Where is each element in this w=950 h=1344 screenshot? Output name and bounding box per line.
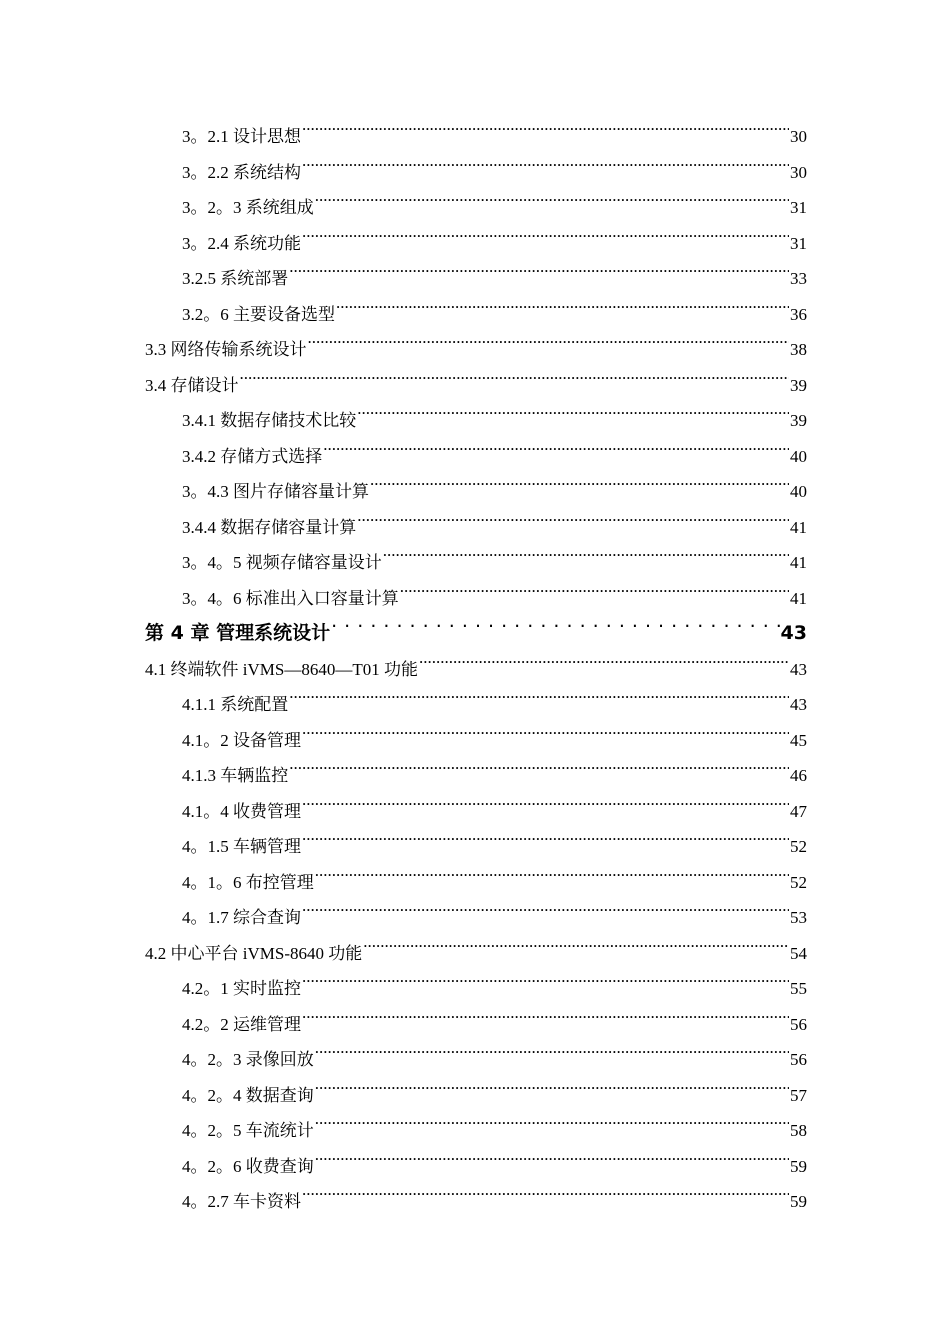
toc-dot-leader [336,303,789,320]
toc-page-number: 39 [790,411,807,430]
toc-page-number: 38 [790,340,807,359]
toc-dot-leader [308,338,790,355]
toc-entry-row[interactable] [145,723,807,759]
toc-page-number: 41 [790,517,807,537]
toc-page-number: 47 [790,801,807,821]
toc-entry-row[interactable] [145,297,807,333]
toc-entry-row[interactable] [145,226,807,262]
toc-page-number: 43 [780,622,807,644]
toc-entry-title: 3。2.2 系统结构 [182,162,301,182]
toc-dot-leader [323,445,789,462]
toc-entry-title: 3.4.2 存储方式选择 [182,446,323,466]
toc-entry-row[interactable] [145,1184,807,1220]
toc-entry-row[interactable] [145,545,807,581]
toc-dot-leader [315,1155,789,1172]
toc-entry-title: 4。2。6 收费查询 [182,1156,314,1176]
toc-entry-title: 3.4.4 数据存储容量计算 [182,517,357,537]
toc-entry-title: 4。1.7 综合查询 [182,908,301,927]
toc-entry-row[interactable] [145,119,807,155]
toc-entry-title: 4。2。4 数据查询 [182,1085,314,1105]
toc-entry-row[interactable] [145,261,807,297]
toc-dot-leader [240,374,790,391]
toc-page-number: 58 [790,1121,807,1140]
toc-dot-leader [315,871,789,888]
toc-entry-title: 4。1。6 布控管理 [182,872,314,892]
toc-dot-leader [357,409,789,426]
toc-page-number: 56 [790,1014,807,1034]
toc-dot-leader [302,125,789,142]
toc-dot-leader [302,977,789,994]
toc-entry-title: 4。1.5 车辆管理 [182,837,301,856]
toc-dot-leader [419,658,789,675]
toc-entry-row[interactable] [145,1149,807,1185]
toc-entry-row[interactable] [145,1007,807,1043]
toc-page-number: 43 [790,695,807,714]
toc-entry-title: 4.1。2 设备管理 [182,730,301,750]
toc-page-number: 30 [790,162,807,182]
toc-entry-title: 3。2.4 系统功能 [182,233,301,253]
toc-page-number: 56 [790,1050,807,1069]
toc-entry-row[interactable] [145,794,807,830]
toc-entry-title: 4.1 终端软件 iVMS—8640—T01 功能 [145,659,418,679]
toc-entry-row[interactable] [145,332,807,368]
toc-entry-title: 3.4 存储设计 [145,375,239,395]
toc-page-number: 59 [790,1156,807,1176]
toc-entry-row[interactable] [145,190,807,226]
toc-dot-leader [315,196,789,213]
toc-entry-row[interactable] [145,439,807,475]
toc-entry-title: 4.2。1 实时监控 [182,979,301,998]
toc-page-number: 31 [790,233,807,253]
toc-dot-leader [302,232,789,249]
toc-entry-row[interactable] [145,758,807,794]
toc-page-number: 40 [790,446,807,466]
toc-entry-row[interactable] [145,510,807,546]
toc-entry-title: 4.1。4 收费管理 [182,801,301,821]
toc-entry-row[interactable] [145,687,807,723]
toc-dot-leader [289,764,789,781]
toc-entry-title: 3。4。6 标准出入口容量计算 [182,588,399,608]
toc-dot-leader [357,516,789,533]
toc-dot-leader [383,551,789,568]
toc-entry-title: 3。2。3 系统组成 [182,198,314,217]
toc-page-number: 54 [790,943,807,963]
toc-dot-leader [289,267,789,284]
toc-dot-leader [302,161,789,178]
toc-dot-leader [400,587,789,604]
toc-page-number: 55 [790,979,807,998]
toc-page-number: 33 [790,269,807,288]
toc-entry-title: 4。2。5 车流统计 [182,1121,314,1140]
toc-entry-title: 4.1.1 系统配置 [182,695,289,714]
toc-entry-row[interactable] [145,971,807,1007]
toc-entry-title: 第 4 章 管理系统设计 [145,622,331,644]
toc-page-number: 53 [790,908,807,927]
toc-entry-row[interactable] [145,155,807,191]
toc-entry-title: 4.1.3 车辆监控 [182,766,289,785]
toc-entry-row[interactable] [145,368,807,404]
toc-entry-title: 3.2。6 主要设备选型 [182,304,335,324]
toc-page-number: 36 [790,304,807,324]
toc-dot-leader [370,480,789,497]
toc-dot-leader [289,693,789,710]
toc-dot-leader [363,942,789,959]
toc-dot-leader [331,620,779,639]
toc-entry-title: 3。4。5 视频存储容量设计 [182,553,382,572]
toc-dot-leader [302,1013,789,1030]
toc-entry-title: 4。2。3 录像回放 [182,1050,314,1069]
toc-entry-title: 3.3 网络传输系统设计 [145,340,307,359]
toc-dot-leader [302,729,789,746]
toc-page-number: 59 [790,1192,807,1211]
toc-page-number: 41 [790,553,807,572]
toc-page-number: 52 [790,837,807,856]
toc-page-number: 41 [790,588,807,608]
toc-page-number: 52 [790,872,807,892]
toc-entry-row[interactable] [145,829,807,865]
toc-dot-leader [315,1048,789,1065]
toc-entry-row[interactable] [145,1042,807,1078]
toc-entry-title: 4.2 中心平台 iVMS-8640 功能 [145,943,363,963]
toc-dot-leader [302,1190,789,1207]
toc-entry-title: 3.2.5 系统部署 [182,269,289,288]
toc-dot-leader [302,800,789,817]
toc-page-number: 30 [790,127,807,146]
toc-chapter-row[interactable] [145,616,807,652]
toc-page-number: 40 [790,482,807,501]
toc-dot-leader [302,906,789,923]
toc-entry-title: 3。4.3 图片存储容量计算 [182,482,369,501]
toc-entry-row[interactable] [145,1078,807,1114]
toc-entry-row[interactable] [145,900,807,936]
table-of-contents [145,119,807,1220]
toc-page-number: 39 [790,375,807,395]
toc-entry-row[interactable] [145,581,807,617]
toc-page-number: 31 [790,198,807,217]
toc-page-number: 45 [790,730,807,750]
toc-dot-leader [315,1119,789,1136]
toc-entry-row[interactable] [145,474,807,510]
toc-entry-title: 4。2.7 车卡资料 [182,1192,301,1211]
toc-page-number: 57 [790,1085,807,1105]
toc-entry-row[interactable] [145,652,807,688]
toc-entry-row[interactable] [145,936,807,972]
toc-page-number: 46 [790,766,807,785]
toc-entry-row[interactable] [145,865,807,901]
toc-entry-title: 4.2。2 运维管理 [182,1014,301,1034]
toc-entry-title: 3.4.1 数据存储技术比较 [182,411,357,430]
toc-entry-row[interactable] [145,403,807,439]
toc-dot-leader [315,1084,789,1101]
toc-entry-title: 3。2.1 设计思想 [182,127,301,146]
toc-page-number: 43 [790,659,807,679]
toc-entry-row[interactable] [145,1113,807,1149]
toc-dot-leader [302,835,789,852]
